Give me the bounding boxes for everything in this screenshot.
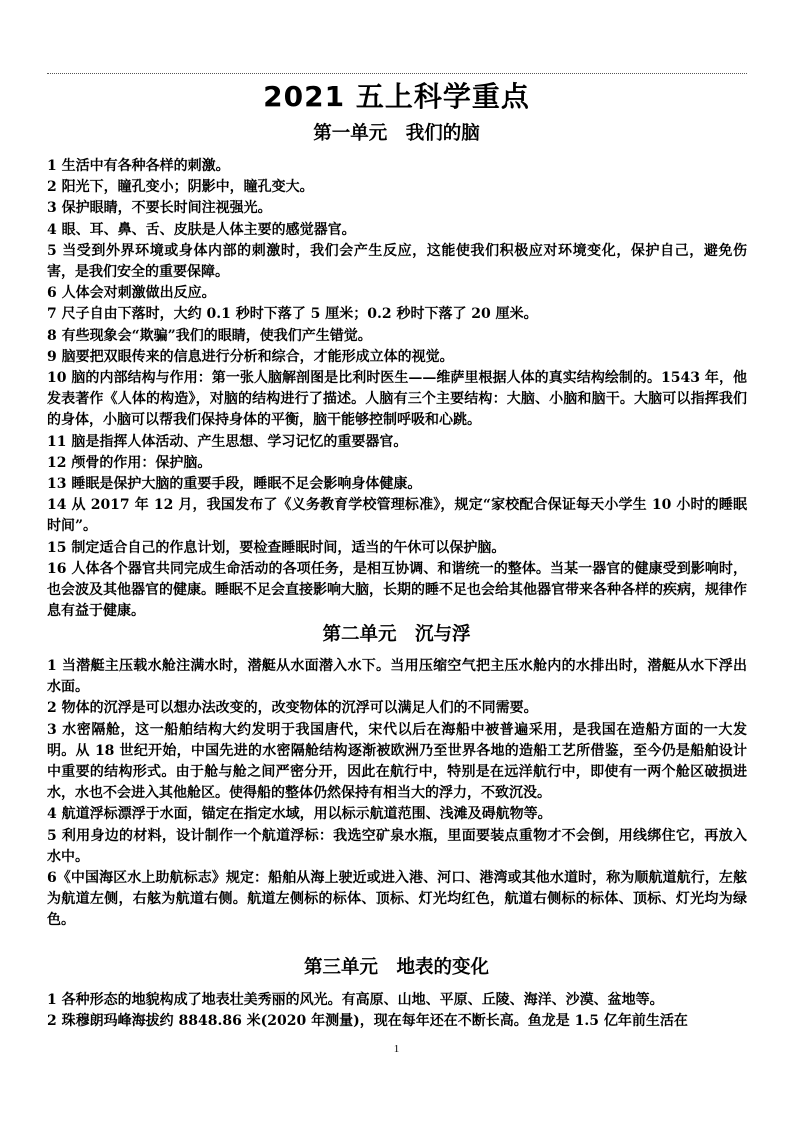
unit-1-item: 1 生活中有各种各样的刺激。 [47,158,230,174]
unit-1-heading: 第一单元 我们的脑 [313,123,480,144]
unit-1-item: 13 睡眠是保护大脑的重要手段，睡眠不足会影响身体健康。 [47,476,422,493]
unit-1-item: 10 脑的内部结构与作用：第一张人脑解剖图是比利时医生——维萨里根据人体的真实结构绘制的。1543 年，他发表著作《人体的构造》，对脑的结构进行了描述。人脑有三个主要结构：大脑、小脑和脑干。大脑可以指挥我们的身体，小脑可以帮我们保持身体的平衡，脑干能够控制呼吸和心跳。 [47,370,747,429]
unit-1-item: 12 颅骨的作用：保护脑。 [47,454,212,471]
unit-2-item: 3 水密隔舱，这一船舶结构大约发明于我国唐代，宋代以后在海船中被普遍采用，是我国在造船方面的一大发明。从 18 世纪开始，中国先进的水密隔舱结构逐渐被欧洲乃至世界各地的造船工艺所借鉴，至今仍是船舶设计中重要的结构形式。由于舱与舱之间严密分开，因此在航行中，特别是在远洋航行中，即使有一两个舱区破损进水，水也不会进入其他舱区。使得船的整体仍然保持有相当大的浮力，不致沉没。 [47,721,747,802]
unit-1-item: 8 有些现象会“欺骗”我们的眼睛，使我们产生错觉。 [47,327,372,344]
unit-2-content [47,656,747,932]
unit-1-content [47,156,747,622]
unit-2-heading: 第二单元 沉与浮 [322,624,471,645]
unit-1-item: 14 从 2017 年 12 月，我国发布了《义务教育学校管理标准》，规定“家校配合保证每天小学生 10 小时的睡眠时间”。 [47,497,747,535]
unit-3-heading: 第三单元 地表的变化 [303,957,489,978]
unit-2-item: 4 航道浮标漂浮于水面，锚定在指定水域，用以标示航道范围、浅滩及碍航物等。 [47,806,552,823]
unit-1-item: 3 保护眼睛，不要长时间注视强光。 [47,200,272,217]
unit-1-item: 9 脑要把双眼传来的信息进行分析和综合，才能形成立体的视觉。 [47,348,454,365]
page-title: 2021 五上科学重点 [263,80,530,113]
unit-1-item: 6 人体会对刺激做出反应。 [47,285,216,302]
unit-2-item: 5 利用身边的材料，设计制作一个航道浮标：我选空矿泉水瓶，里面要装点重物才不会倒，用线绑住它，再放入水中。 [47,827,747,865]
unit-2-item: 6《中国海区水上助航标志》规定：船舶从海上驶近或进入港、河口、港湾或其他水道时，称为顺航道航行，左舷为航道左侧，右舷为航道右侧。航道左侧标的标体、顶标、灯光均红色，航道右侧标的标体、顶标、灯光均为绿色。 [47,870,747,929]
unit-1-item: 7 尺子自由下落时，大约 0.1 秒时下落了 5 厘米；0.2 秒时下落了 20 厘米。 [47,306,538,323]
unit-3-item: 1 各种形态的地貌构成了地表壮美秀丽的风光。有高原、山地、平原、丘陵、海洋、沙漠、盆地等。 [47,992,664,1008]
unit-1-item: 4 眼、耳、鼻、舌、皮肤是人体主要的感觉器官。 [47,221,356,238]
unit-3-item: 2 珠穆朗玛峰海拔约 8848.86 米(2020 年测量)，现在每年还在不断长高。鱼龙是 1.5 亿年前生活在 [47,1013,688,1030]
unit-1-item: 16 人体各个器官共同完成生命活动的各项任务，是相互协调、和谐统一的整体。当某一器官的健康受到影响时，也会波及其他器官的健康。睡眠不足会直接影响大脑，长期的睡不足也会给其他器官带来各种各样的疾病，规律作息有益于健康。 [47,560,747,620]
unit-2-item: 1 当潜艇主压载水舱注满水时，潜艇从水面潜入水下。当用压缩空气把主压水舱内的水排出时，潜艇从水下浮出水面。 [47,658,747,696]
header-rule [47,73,747,74]
page-number: 1 [393,1043,400,1055]
unit-1-item: 2 阳光下，瞳孔变小；阴影中，瞳孔变大。 [47,179,314,196]
unit-2-item: 2 物体的沉浮是可以想办法改变的，改变物体的沉浮可以满足人们的不同需要。 [47,700,538,717]
unit-3-content [47,990,747,1032]
unit-1-item: 5 当受到外界环境或身体内部的刺激时，我们会产生反应，这能使我们积极应对环境变化，保护自己，避免伤害，是我们安全的重要保障。 [47,242,747,281]
unit-1-item: 11 脑是指挥人体活动、产生思想、学习记忆的重要器官。 [47,433,408,450]
unit-1-item: 15 制定适合自己的作息计划，要检查睡眠时间，适当的午休可以保护脑。 [47,539,506,556]
